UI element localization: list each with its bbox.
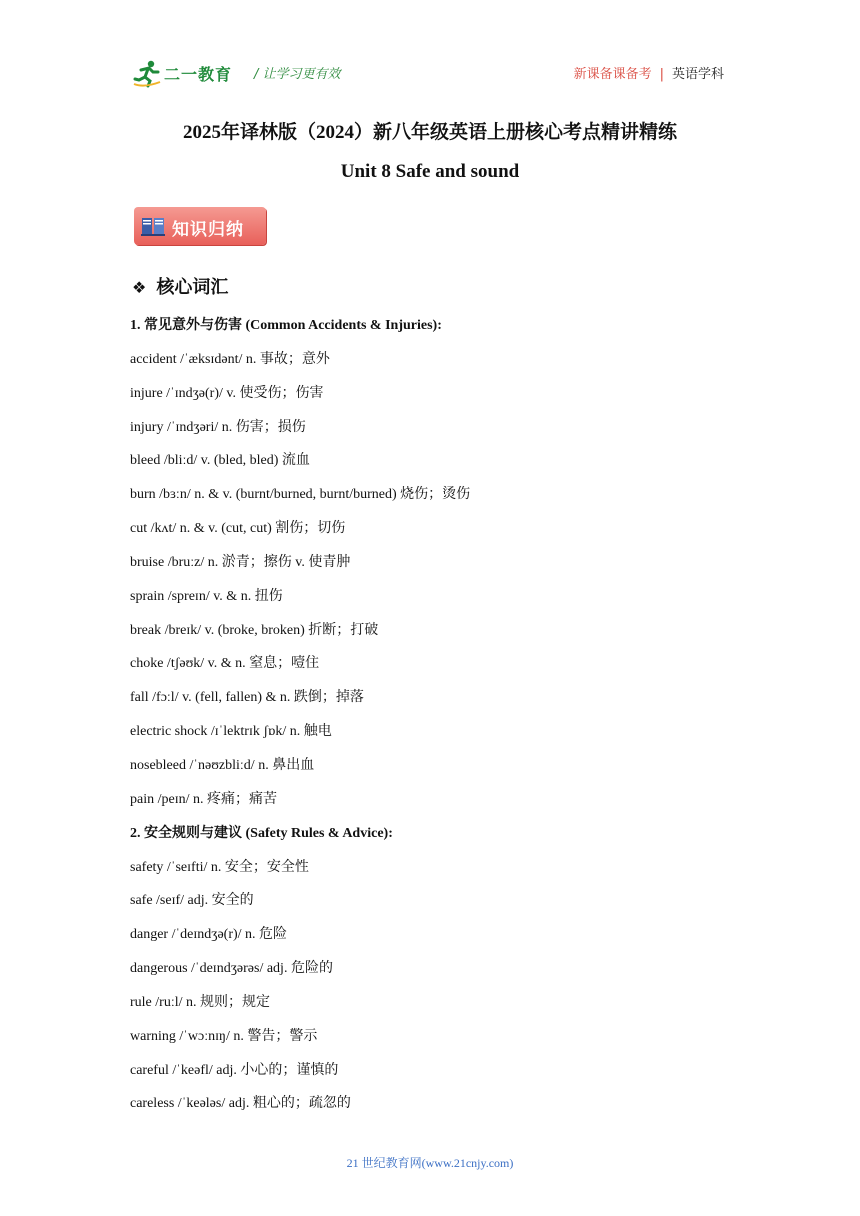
section-heading (132, 273, 228, 299)
vocab-item: safety /ˈseɪfti/ n. 安全；安全性 (130, 859, 309, 875)
vocab-item: injure /ˈɪndʒə(r)/ v. 使受伤；伤害 (130, 385, 324, 401)
runner-icon (132, 58, 162, 88)
section-heading-text: 核心词汇 (156, 277, 229, 298)
vocab-item: choke /tʃəʊk/ v. & n. 窒息；噎住 (130, 656, 320, 672)
vocab-item: electric shock /ɪˈlektrɪk ʃɒk/ n. 触电 (130, 724, 332, 740)
vocab-item: rule /ruːl/ n. 规则；规定 (130, 994, 270, 1010)
logo-text: 二一教育 (164, 65, 233, 84)
vocab-item: bruise /bruːz/ n. 淤青；擦伤 v. 使青肿 (130, 554, 351, 570)
page-footer: 21 世纪教育网(www.21cnjy.com) (346, 1156, 514, 1170)
vocab-item: break /breɪk/ v. (broke, broken) 折断；打破 (130, 622, 379, 638)
vocab-item: bleed /bliːd/ v. (bled, bled) 流血 (130, 453, 310, 469)
vocab-item: nosebleed /ˈnəʊzbliːd/ n. 鼻出血 (130, 757, 315, 773)
vocab-item: injury /ˈɪndʒəri/ n. 伤害；损伤 (130, 419, 306, 435)
knowledge-badge (134, 207, 266, 245)
vocab-item: dangerous /ˈdeɪndʒərəs/ adj. 危险的 (130, 961, 333, 977)
diamond-bullet-icon: ❖ (132, 278, 147, 297)
header-tagline: 新课备课备考 (573, 67, 652, 82)
vocab-item: warning /ˈwɔːnɪŋ/ n. 警告；警示 (130, 1028, 318, 1044)
vocab-item: burn /bɜːn/ n. & v. (burnt/burned, burnt/burned) 烧伤；烫伤 (130, 487, 471, 503)
vocab-item: accident /ˈæksɪdənt/ n. 事故；意外 (130, 351, 330, 367)
brand-logo (132, 58, 242, 88)
badge-label: 知识归纳 (172, 220, 244, 240)
header-right (574, 63, 724, 82)
vocabulary-list (130, 312, 730, 1124)
page-header (132, 58, 724, 88)
header-slogan: / 让学习更有效 (254, 67, 341, 82)
vocab-item: danger /ˈdeɪndʒə(r)/ n. 危险 (130, 927, 288, 943)
document-title: 2025年译林版（2024）新八年级英语上册核心考点精讲精练 (182, 122, 677, 143)
unit-title: Unit 8 Safe and sound (340, 161, 520, 182)
vocab-item: careful /ˈkeəfl/ adj. 小心的；谨慎的 (130, 1062, 339, 1078)
subheading-accidents: 1. 常见意外与伤害 (Common Accidents & Injuries): (130, 318, 442, 333)
vocab-item: cut /kʌt/ n. & v. (cut, cut) 割伤；切伤 (130, 521, 346, 537)
vocab-item: fall /fɔːl/ v. (fell, fallen) & n. 跌倒；掉落 (130, 690, 364, 706)
vocab-item: sprain /spreɪn/ v. & n. 扭伤 (130, 588, 283, 604)
header-subject: 英语学科 (671, 67, 724, 82)
vocab-item: careless /ˈkeələs/ adj. 粗心的；疏忽的 (130, 1096, 351, 1112)
vocab-item: pain /peɪn/ n. 疼痛；痛苦 (130, 791, 277, 807)
subheading-safety: 2. 安全规则与建议 (Safety Rules & Advice): (130, 825, 393, 841)
vocab-item: safe /seɪf/ adj. 安全的 (130, 893, 254, 909)
header-separator: | (659, 67, 664, 82)
book-icon (140, 215, 166, 237)
